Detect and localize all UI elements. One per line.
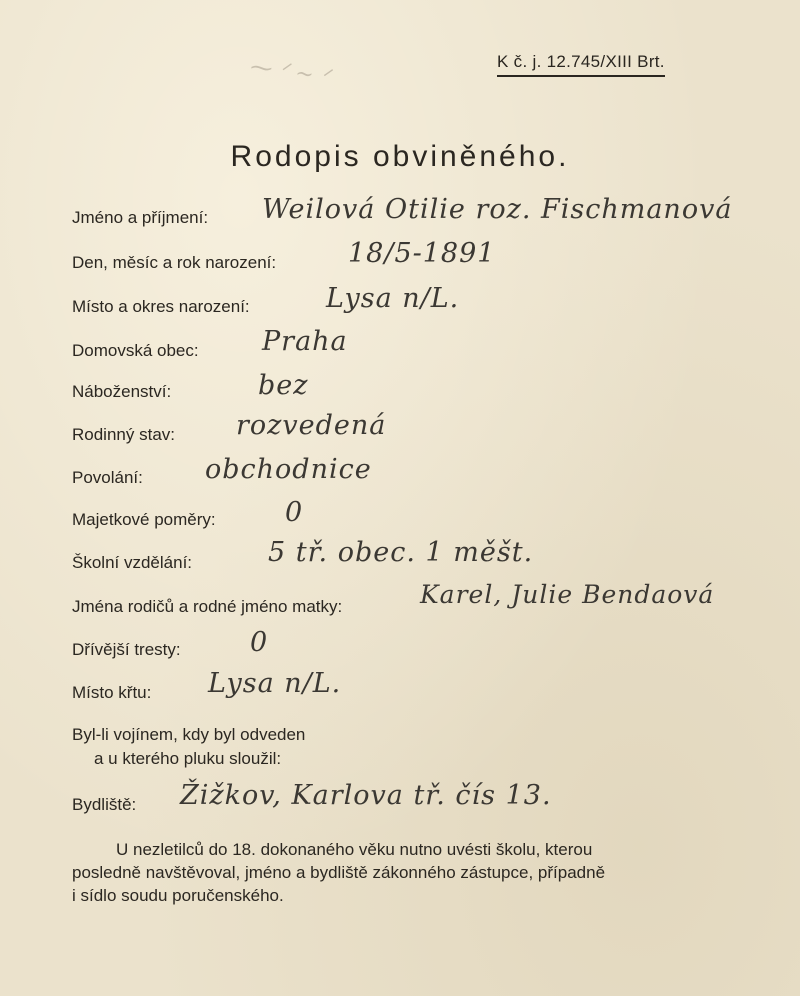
value-parents: Karel, Julie Bendaová	[420, 580, 715, 609]
label-property: Majetkové poměry:	[72, 510, 216, 529]
value-prior-sentences: 0	[250, 627, 269, 658]
label-birthplace: Místo a okres narození:	[72, 297, 250, 316]
value-occupation: obchodnice	[205, 454, 372, 485]
note-line-2: posledně navštěvoval, jméno a bydliště zákonného zástupce, případně	[72, 863, 606, 882]
label-military-line2: a u kterého pluku sloužil:	[94, 749, 282, 768]
reference-number: K č. j. 12.745/XIII Brt.	[497, 52, 665, 77]
value-birthdate: 18/5-1891	[348, 238, 496, 269]
label-military-line1: Byl-li vojínem, kdy byl odveden	[72, 725, 306, 744]
value-residence: Žižkov, Karlova tř. čís 13.	[180, 780, 552, 811]
value-property: 0	[285, 497, 304, 528]
label-education: Školní vzdělání:	[72, 553, 193, 572]
value-birthplace: Lysa n/L.	[326, 283, 460, 314]
value-name: Weilová Otilie roz. Fischmanová	[262, 194, 733, 225]
value-marital-status: rozvedená	[236, 410, 387, 441]
label-religion: Náboženství:	[72, 382, 172, 401]
label-name: Jméno a příjmení:	[72, 208, 209, 227]
label-birthdate: Den, měsíc a rok narození:	[72, 253, 277, 272]
value-home-municipality: Praha	[262, 326, 348, 357]
label-occupation: Povolání:	[72, 468, 143, 487]
faint-pencil-marks: ⁓ ᐟ ~ ᐟ	[248, 54, 332, 91]
label-home-municipality: Domovská obec:	[72, 341, 199, 360]
value-baptism-place: Lysa n/L.	[208, 668, 342, 699]
label-prior-sentences: Dřívější tresty:	[72, 640, 181, 659]
label-marital-status: Rodinný stav:	[72, 425, 175, 444]
value-education: 5 tř. obec. 1 měšt.	[268, 537, 534, 568]
value-religion: bez	[258, 370, 309, 401]
page-title: Rodopis obviněného.	[230, 140, 570, 173]
label-residence: Bydliště:	[72, 795, 137, 814]
minors-note	[72, 838, 722, 907]
label-parents: Jména rodičů a rodné jméno matky:	[72, 597, 343, 616]
note-line-3: i sídlo soudu poručenského.	[72, 886, 284, 905]
label-baptism-place: Místo křtu:	[72, 683, 152, 702]
note-line-1: U nezletilců do 18. dokonaného věku nutno uvésti školu, kterou	[116, 840, 593, 859]
